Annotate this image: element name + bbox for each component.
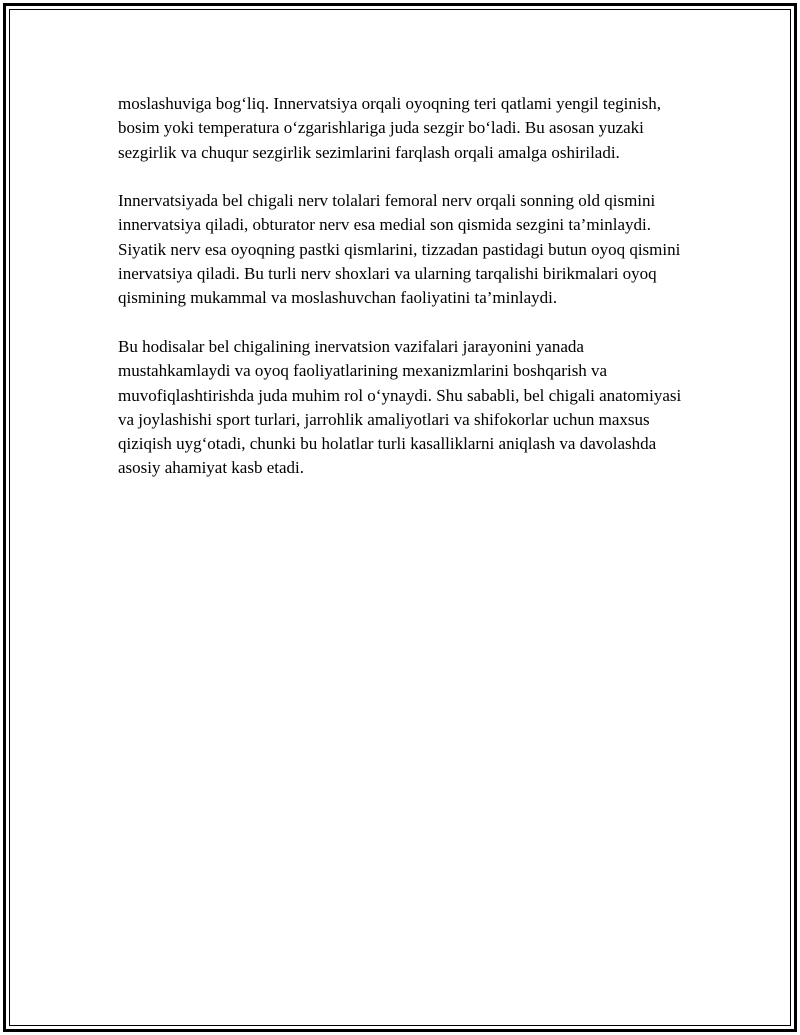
document-body bbox=[118, 92, 688, 505]
paragraph-3: Bu hodisalar bel chigalining inervatsion vazifalari jarayonini yanada mustahkamlaydi va oyoq faoliyatlarining mexanizmlarini boshqarish va muvofiqlashtirishda juda muhim rol o‘ynaydi. Shu sababli, bel chigali anatomiyasi va joylashishi sport turlari, jarrohlik amaliyotlari va shifokorlar uchun maxsus qiziqish uyg‘otadi, chunki bu holatlar turli kasalliklarni aniqlash va davolashda asosiy ahamiyat kasb etadi. bbox=[118, 336, 682, 478]
paragraph-2: Innervatsiyada bel chigali nerv tolalari femoral nerv orqali sonning old qismini innervatsiya qiladi, obturator nerv esa medial son qismida sezgini ta’minlaydi. Siyatik nerv esa oyoqning pastki qismlarini, tizzadan pastidagi butun oyoq qismini inervatsiya qiladi. Bu turli nerv shoxlari va ularning tarqalishi birikmalari oyoq qismining mukammal va moslashuvchan faoliyatini ta’minlaydi. bbox=[118, 191, 681, 308]
paragraph-1: moslashuviga bog‘liq. Innervatsiya orqali oyoqning teri qatlami yengil teginish, bosim yoki temperatura o‘zgarishlariga juda sezgir bo‘ladi. Bu asosan yuzaki sezgirlik va chuqur sezgirlik sezimlarini farqlash orqali amalga oshiriladi. bbox=[118, 94, 661, 162]
